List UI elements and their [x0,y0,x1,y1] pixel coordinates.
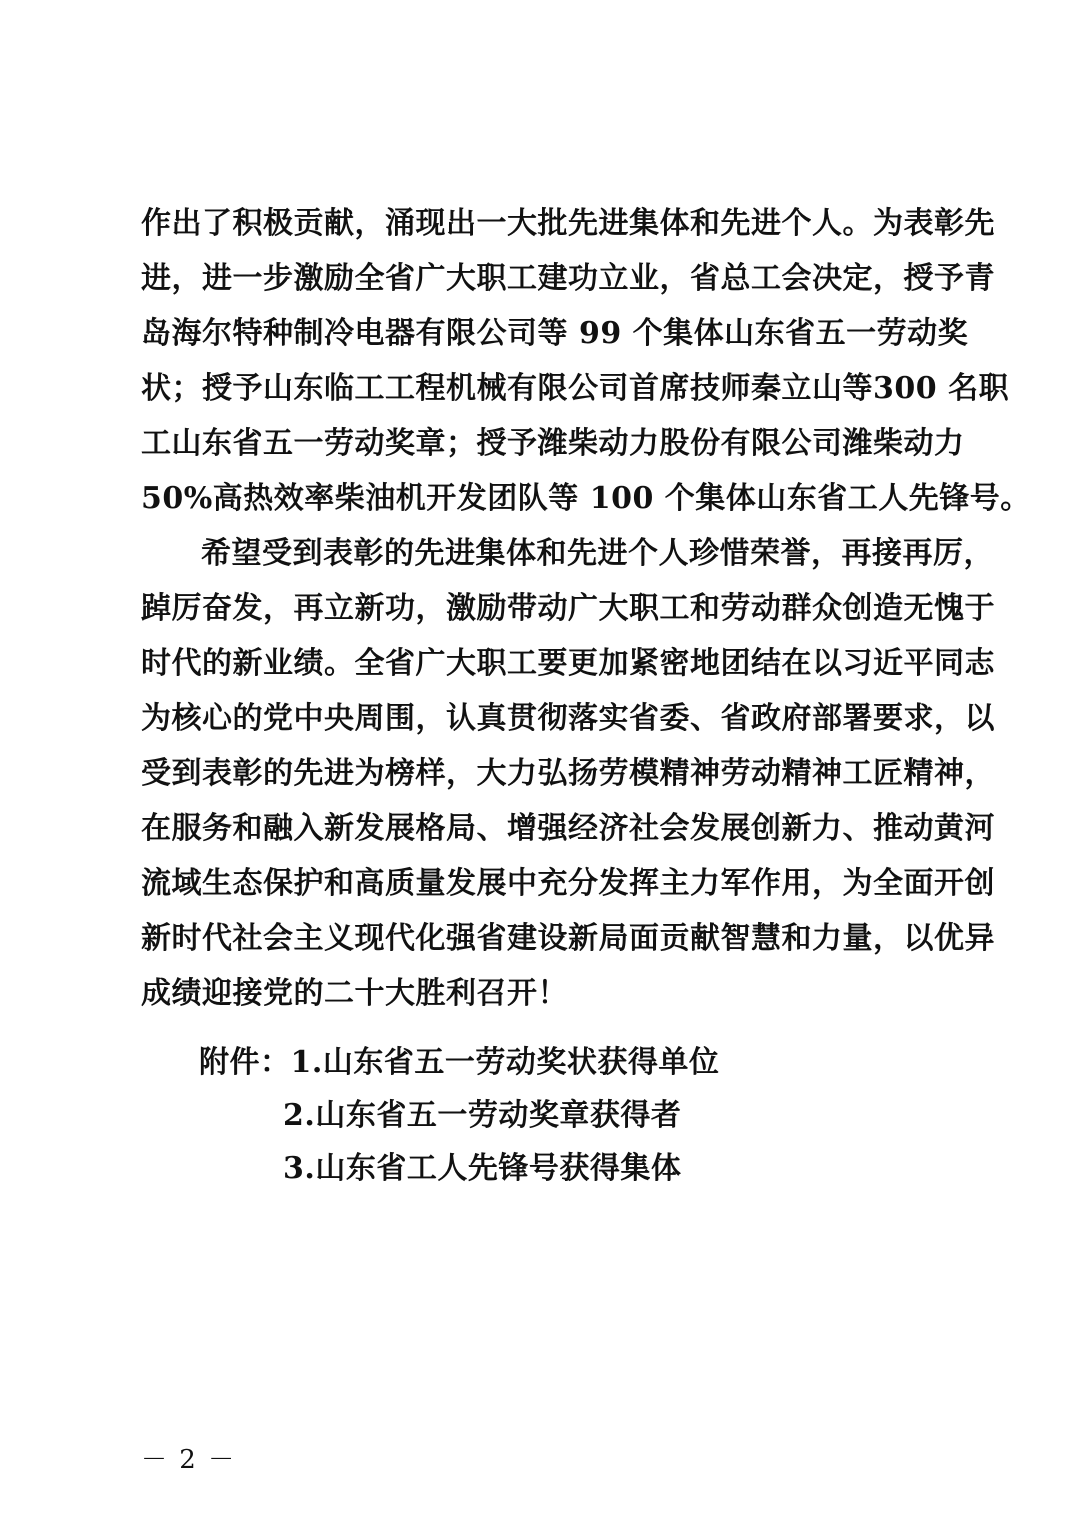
paragraph-2-line-5: 受到表彰的先进为榜样，大力弘扬劳模精神劳动精神工匠精神， [141,756,995,791]
paragraph-2-line-2: 踔厉奋发，再立新功，激励带动广大职工和劳动群众创造无愧于 [141,591,995,626]
paragraph-2-line-4: 为核心的党中央周围，认真贯彻落实省委、省政府部署要求，以 [141,701,995,736]
paragraph-2-line-7: 流域生态保护和高质量发展中充分发挥主力军作用，为全面开创 [141,866,995,901]
paragraph-1-line-5: 工山东省五一劳动奖章；授予潍柴动力股份有限公司潍柴动力 [141,426,965,461]
paragraph-1-line-2: 进，进一步激励全省广大职工建功立业，省总工会决定，授予青 [141,261,995,296]
paragraph-2-line-1: 希望受到表彰的先进集体和先进个人珍惜荣誉，再接再厉， [201,536,994,571]
body-text [141,196,1031,1021]
attachment-item-2: 2.山东省五一劳动奖章获得者 [283,1098,682,1133]
paragraph-1-line-3: 岛海尔特种制冷电器有限公司等 99 个集体山东省五一劳动奖 [141,316,969,351]
attachments-list [199,1036,799,1195]
paragraph-2-line-9: 成绩迎接党的二十大胜利召开！ [141,976,568,1011]
attachment-item-3: 3.山东省工人先锋号获得集体 [283,1151,682,1186]
attachment-item-1: 附件：1.山东省五一劳动奖状获得单位 [199,1045,720,1080]
paragraph-2-line-3: 时代的新业绩。全省广大职工要更加紧密地团结在以习近平同志 [141,646,995,681]
page-number: － 2 － [141,1445,237,1475]
paragraph-2-line-8: 新时代社会主义现代化强省建设新局面贡献智慧和力量，以优异 [141,921,995,956]
paragraph-1-line-4: 状；授予山东临工工程机械有限公司首席技师秦立山等300 名职 [141,371,1010,406]
paragraph-1-line-6: 50%高热效率柴油机开发团队等 100 个集体山东省工人先锋号。 [141,481,1031,516]
paragraph-1-line-1: 作出了积极贡献，涌现出一大批先进集体和先进个人。为表彰先 [141,206,995,241]
paragraph-2-line-6: 在服务和融入新发展格局、增强经济社会发展创新力、推动黄河 [141,811,995,846]
